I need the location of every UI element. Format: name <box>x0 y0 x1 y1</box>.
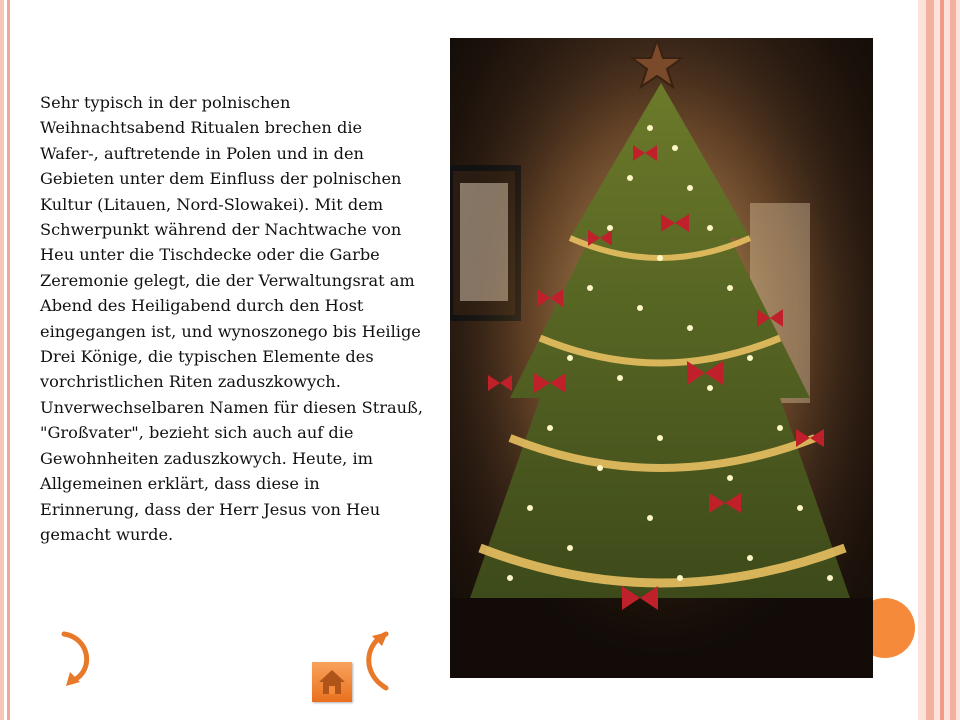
home-icon <box>312 662 352 702</box>
next-slide-button[interactable] <box>60 630 94 690</box>
christmas-tree-illustration <box>450 38 873 678</box>
previous-slide-button[interactable] <box>360 630 394 694</box>
curved-arrow-back-icon <box>360 630 394 694</box>
left-border-decoration <box>0 0 14 720</box>
curved-arrow-next-icon <box>60 630 94 690</box>
christmas-tree-photo <box>450 38 873 678</box>
right-border-decoration <box>918 0 960 720</box>
slide-body-text: Sehr typisch in der polnischen Weihnachtsabend Ritualen brechen die Wafer-, auftretende in Polen und in den Gebieten unter dem Einfluss der polnischen Kultur (Litauen, Nord-Slowakei). Mit dem Schwerpunkt während der Nachtwache von Heu unter die Tischdecke oder die Garbe Zeremonie gelegt, die der Verwaltungsrat am Abend des Heiligabend durch den Host eingegangen ist, und wynoszonego bis Heilige Drei Könige, die typischen Elemente des vorchristlichen Riten zaduszkowych. Unverwechselbaren Namen für diesen Strauß, "Großvater", bezieht sich auch auf die Gewohnheiten zaduszkowych. Heute, im Allgemeinen erklärt, dass diese in Erinnerung, dass der Herr Jesus von Heu gemacht wurde. <box>40 93 423 544</box>
home-button[interactable] <box>312 662 352 702</box>
